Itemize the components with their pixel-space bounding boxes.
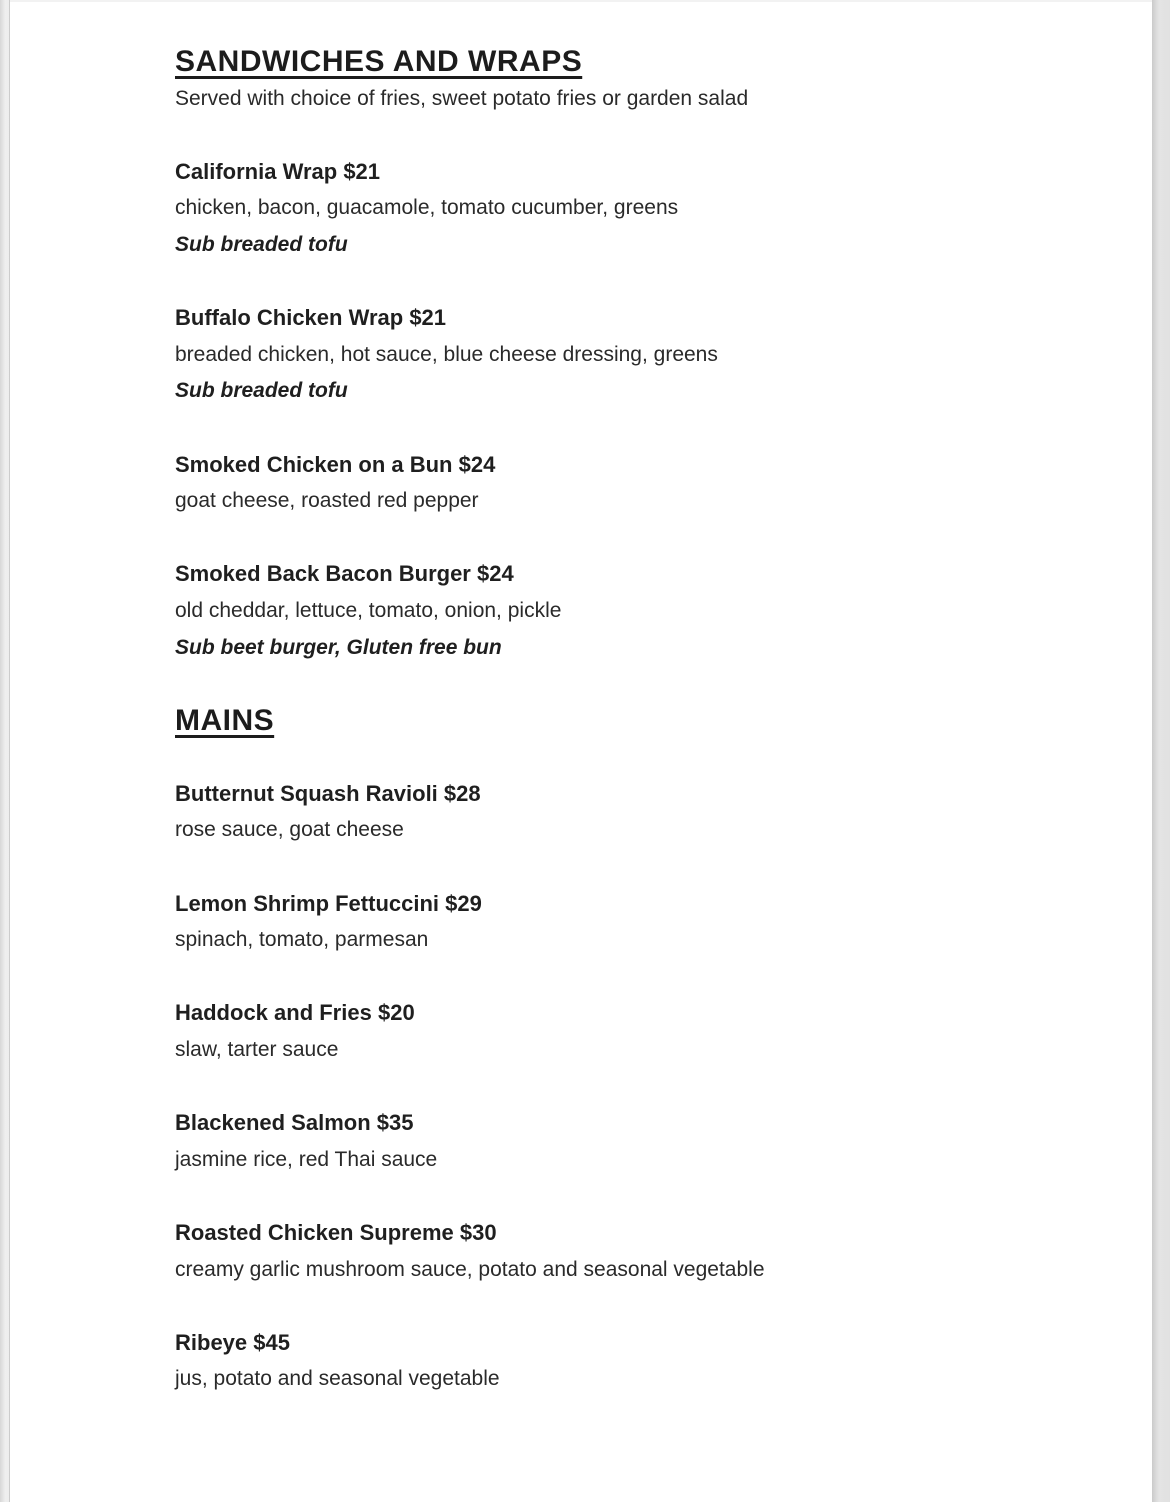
item-price: $28 bbox=[443, 780, 481, 806]
item-title bbox=[175, 447, 1112, 484]
item-name: Ribeye bbox=[175, 1329, 248, 1355]
item-price: $24 bbox=[477, 561, 514, 587]
item-title bbox=[175, 995, 1112, 1032]
menu-item-california-wrap bbox=[175, 154, 1112, 264]
section-subtitle: Served with choice of fries, sweet potato fries or garden salad bbox=[175, 86, 749, 110]
page-right-edge bbox=[1152, 0, 1170, 1502]
menu-item-smoked-back-bacon-burger bbox=[175, 556, 1112, 666]
item-description: goat cheese, roasted red pepper bbox=[175, 489, 479, 513]
item-substitution-note: Sub breaded tofu bbox=[175, 379, 348, 403]
section-sandwiches-and-wraps bbox=[175, 44, 1112, 666]
item-description: creamy garlic mushroom sauce, potato and seasonal vegetable bbox=[175, 1257, 765, 1281]
item-description: breaded chicken, hot sauce, blue cheese dressing, greens bbox=[175, 342, 718, 366]
item-title bbox=[175, 1215, 1112, 1252]
menu-item-ribeye bbox=[175, 1325, 1112, 1398]
item-name: Blackened Salmon bbox=[175, 1110, 371, 1136]
item-description: jasmine rice, red Thai sauce bbox=[175, 1147, 438, 1171]
item-name: Lemon Shrimp Fettuccini bbox=[175, 890, 440, 916]
item-title bbox=[175, 776, 1112, 813]
menu-item-smoked-chicken-on-a-bun bbox=[175, 447, 1112, 520]
item-price: $21 bbox=[343, 158, 381, 184]
section-title: SANDWICHES AND WRAPS bbox=[175, 45, 583, 78]
item-title bbox=[175, 556, 1112, 593]
item-title bbox=[175, 300, 1112, 337]
item-price: $35 bbox=[376, 1110, 414, 1136]
section-title: MAINS bbox=[175, 703, 275, 737]
item-price: $30 bbox=[459, 1220, 497, 1245]
item-title bbox=[175, 1105, 1112, 1142]
menu-item-haddock-and-fries bbox=[175, 995, 1112, 1068]
item-name: Smoked Back Bacon Burger bbox=[175, 561, 471, 587]
menu-item-lemon-shrimp-fettuccini bbox=[175, 886, 1112, 959]
item-description: rose sauce, goat cheese bbox=[175, 818, 404, 842]
item-description: spinach, tomato, parmesan bbox=[175, 928, 429, 952]
item-description: old cheddar, lettuce, tomato, onion, pickle bbox=[175, 598, 562, 622]
item-description: jus, potato and seasonal vegetable bbox=[175, 1367, 500, 1391]
item-substitution-note: Sub beet burger, Gluten free bun bbox=[175, 635, 502, 659]
item-description: chicken, bacon, guacamole, tomato cucumber, greens bbox=[175, 196, 679, 220]
item-title bbox=[175, 154, 1112, 191]
item-description: slaw, tarter sauce bbox=[175, 1038, 339, 1062]
item-name: Buffalo Chicken Wrap bbox=[175, 305, 404, 331]
menu-item-roasted-chicken-supreme bbox=[175, 1215, 1112, 1288]
item-price: $24 bbox=[458, 451, 496, 477]
item-name: Roasted Chicken Supreme bbox=[175, 1220, 454, 1245]
menu-item-buffalo-chicken-wrap bbox=[175, 300, 1112, 410]
item-title bbox=[175, 1325, 1112, 1362]
section-mains bbox=[175, 703, 1112, 1398]
item-name: Butternut Squash Ravioli bbox=[175, 780, 438, 806]
menu-page bbox=[10, 0, 1152, 1502]
item-name: California Wrap bbox=[175, 158, 338, 184]
item-price: $20 bbox=[377, 1000, 415, 1026]
item-price: $45 bbox=[253, 1329, 290, 1355]
menu-item-butternut-squash-ravioli bbox=[175, 776, 1112, 849]
item-title bbox=[175, 886, 1112, 923]
item-name: Smoked Chicken on a Bun bbox=[175, 451, 453, 477]
menu-item-blackened-salmon bbox=[175, 1105, 1112, 1178]
page-left-edge bbox=[0, 0, 10, 1502]
item-substitution-note: Sub breaded tofu bbox=[175, 232, 348, 256]
item-price: $21 bbox=[409, 305, 447, 331]
item-name: Haddock and Fries bbox=[175, 1000, 372, 1026]
item-price: $29 bbox=[445, 890, 482, 916]
